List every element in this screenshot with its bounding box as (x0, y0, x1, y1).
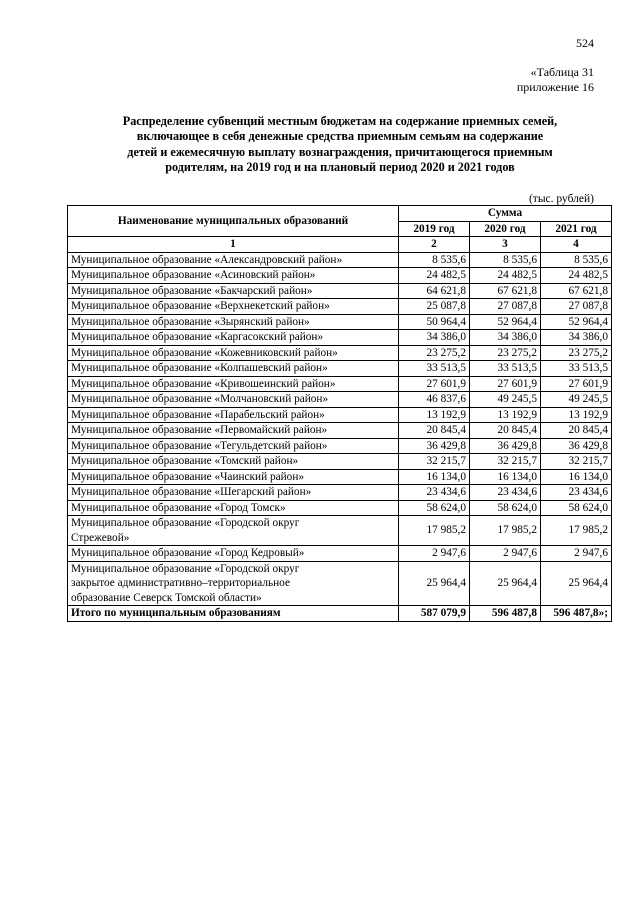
value-2020: 33 513,5 (470, 361, 541, 377)
value-2021: 27 601,9 (541, 376, 612, 392)
header-sum: Сумма (399, 206, 612, 222)
municipality-name: Муниципальное образование «Парабельский район» (68, 407, 399, 423)
value-2020: 23 275,2 (470, 345, 541, 361)
value-2019: 58 624,0 (399, 500, 470, 516)
value-2020: 27 087,8 (470, 299, 541, 315)
municipality-name: Муниципальное образование «Молчановский район» (68, 392, 399, 408)
value-2021: 24 482,5 (541, 268, 612, 284)
value-2019: 50 964,4 (399, 314, 470, 330)
value-2021: 8 535,6 (541, 252, 612, 268)
value-2019: 32 215,7 (399, 454, 470, 470)
value-2021: 23 275,2 (541, 345, 612, 361)
header-year-2019: 2019 год (399, 221, 470, 237)
value-2020: 67 621,8 (470, 283, 541, 299)
name-line: образование Северск Томской области» (71, 591, 262, 604)
value-2020: 8 535,6 (470, 252, 541, 268)
value-2019: 27 601,9 (399, 376, 470, 392)
appendix-number: приложение 16 (516, 80, 594, 94)
title-line: Распределение субвенций местным бюджетам на содержание приемных семей, (122, 114, 558, 128)
value-2021: 67 621,8 (541, 283, 612, 299)
value-2019: 23 275,2 (399, 345, 470, 361)
value-2020: 27 601,9 (470, 376, 541, 392)
title-line: включающее в себя денежные средства приемным семьям на содержание (136, 129, 544, 144)
table-row (68, 252, 612, 268)
total-2021: 596 487,8»; (541, 606, 612, 622)
municipality-name (68, 561, 399, 606)
document-title (70, 114, 610, 175)
table-row (68, 546, 612, 562)
total-2020: 596 487,8 (470, 606, 541, 622)
municipality-name: Муниципальное образование «Томский район» (68, 454, 399, 470)
value-2021: 33 513,5 (541, 361, 612, 377)
municipality-name (68, 516, 399, 546)
value-2020: 13 192,9 (470, 407, 541, 423)
table-row (68, 438, 612, 454)
table-row (68, 330, 612, 346)
value-2019: 24 482,5 (399, 268, 470, 284)
value-2021: 34 386,0 (541, 330, 612, 346)
table-row (68, 469, 612, 485)
column-index: 3 (470, 237, 541, 253)
municipality-name: Муниципальное образование «Шегарский район» (68, 485, 399, 501)
table-row (68, 299, 612, 315)
column-index: 4 (541, 237, 612, 253)
page-number: 524 (576, 36, 594, 50)
value-2021: 13 192,9 (541, 407, 612, 423)
municipality-name: Муниципальное образование «Первомайский район» (68, 423, 399, 439)
municipality-name: Муниципальное образование «Город Томск» (68, 500, 399, 516)
value-2021: 16 134,0 (541, 469, 612, 485)
value-2021: 2 947,6 (541, 546, 612, 562)
table-row (68, 454, 612, 470)
municipality-name: Муниципальное образование «Зырянский район» (68, 314, 399, 330)
value-2020: 49 245,5 (470, 392, 541, 408)
subvention-table (67, 205, 612, 622)
value-2020: 23 434,6 (470, 485, 541, 501)
value-2021: 36 429,8 (541, 438, 612, 454)
table-row (68, 283, 612, 299)
municipality-name: Муниципальное образование «Кожевниковский район» (68, 345, 399, 361)
value-2020: 32 215,7 (470, 454, 541, 470)
header-year-2020: 2020 год (470, 221, 541, 237)
table-row (68, 314, 612, 330)
value-2019: 25 964,4 (399, 561, 470, 606)
municipality-name: Муниципальное образование «Чаинский район» (68, 469, 399, 485)
table-row (68, 376, 612, 392)
table-number: «Таблица 31 (530, 65, 594, 79)
units-label: (тыс. рублей) (528, 193, 594, 205)
name-line: Муниципальное образование «Городской округ (71, 562, 300, 575)
column-index: 1 (68, 237, 399, 253)
table-reference (517, 65, 594, 95)
value-2021: 25 964,4 (541, 561, 612, 606)
value-2021: 52 964,4 (541, 314, 612, 330)
value-2020: 52 964,4 (470, 314, 541, 330)
table-row (68, 485, 612, 501)
municipality-name: Муниципальное образование «Город Кедровый» (68, 546, 399, 562)
table-row (68, 268, 612, 284)
value-2020: 36 429,8 (470, 438, 541, 454)
value-2019: 17 985,2 (399, 516, 470, 546)
value-2020: 58 624,0 (470, 500, 541, 516)
value-2019: 46 837,6 (399, 392, 470, 408)
municipality-name: Муниципальное образование «Асиновский район» (68, 268, 399, 284)
value-2020: 25 964,4 (470, 561, 541, 606)
total-label: Итого по муниципальным образованиям (68, 606, 399, 622)
municipality-name: Муниципальное образование «Верхнекетский район» (68, 299, 399, 315)
total-2019: 587 079,9 (399, 606, 470, 622)
value-2020: 34 386,0 (470, 330, 541, 346)
table-row (68, 345, 612, 361)
value-2021: 17 985,2 (541, 516, 612, 546)
table-row (68, 500, 612, 516)
title-line: детей и ежемесячную выплату вознаграждения, причитающегося приемным (127, 144, 553, 159)
value-2020: 17 985,2 (470, 516, 541, 546)
municipality-name: Муниципальное образование «Каргасокский район» (68, 330, 399, 346)
table-row (68, 392, 612, 408)
header-municipality: Наименование муниципальных образований (68, 206, 399, 237)
value-2019: 13 192,9 (399, 407, 470, 423)
municipality-name: Муниципальное образование «Кривошеинский район» (68, 376, 399, 392)
value-2019: 20 845,4 (399, 423, 470, 439)
municipality-name: Муниципальное образование «Колпашевский район» (68, 361, 399, 377)
municipality-name: Муниципальное образование «Тегульдетский район» (68, 438, 399, 454)
name-line: закрытое административно–территориальное (71, 577, 290, 589)
value-2019: 8 535,6 (399, 252, 470, 268)
municipality-name: Муниципальное образование «Александровский район» (68, 252, 399, 268)
header-year-2021: 2021 год (541, 221, 612, 237)
value-2020: 16 134,0 (470, 469, 541, 485)
value-2021: 23 434,6 (541, 485, 612, 501)
value-2019: 16 134,0 (399, 469, 470, 485)
value-2019: 34 386,0 (399, 330, 470, 346)
column-index: 2 (399, 237, 470, 253)
value-2019: 23 434,6 (399, 485, 470, 501)
name-line: Муниципальное образование «Городской округ (71, 517, 300, 529)
value-2020: 24 482,5 (470, 268, 541, 284)
title-line: родителям, на 2019 год и на плановый период 2020 и 2021 годов (165, 159, 515, 174)
value-2019: 2 947,6 (399, 546, 470, 562)
value-2019: 64 621,8 (399, 283, 470, 299)
table-row (68, 516, 612, 546)
value-2021: 32 215,7 (541, 454, 612, 470)
municipality-name: Муниципальное образование «Бакчарский район» (68, 283, 399, 299)
value-2019: 25 087,8 (399, 299, 470, 315)
value-2020: 20 845,4 (470, 423, 541, 439)
value-2021: 27 087,8 (541, 299, 612, 315)
value-2021: 58 624,0 (541, 500, 612, 516)
value-2019: 36 429,8 (399, 438, 470, 454)
value-2019: 33 513,5 (399, 361, 470, 377)
table-row (68, 361, 612, 377)
total-row (68, 606, 612, 622)
table-row (68, 561, 612, 606)
value-2020: 2 947,6 (470, 546, 541, 562)
name-line: Стрежевой» (71, 531, 130, 544)
value-2021: 49 245,5 (541, 392, 612, 408)
table-row (68, 407, 612, 423)
table-row (68, 423, 612, 439)
value-2021: 20 845,4 (541, 423, 612, 439)
